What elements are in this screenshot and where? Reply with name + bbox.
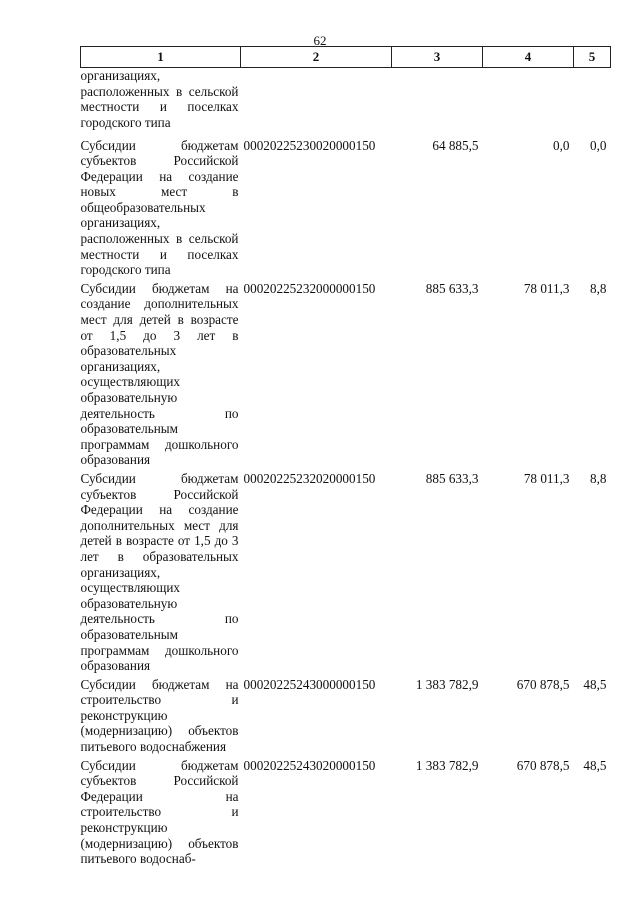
row-code xyxy=(241,68,392,138)
row-description: Субсидии бюджетам субъектов Российской Федерации на создание новых мест в общеобразовательных организациях, расположенных в сельской местности и поселках городского типа xyxy=(80,137,239,278)
column-header-5: 5 xyxy=(574,47,611,68)
table-row xyxy=(81,471,611,677)
table-header-row xyxy=(81,47,611,68)
row-col5: 0,0 xyxy=(590,137,607,153)
row-code: 00020225230020000150 xyxy=(243,137,376,153)
row-col4: 78 011,3 xyxy=(523,470,570,486)
row-description: Субсидии бюджетам на создание дополнительных мест для детей в возрасте от 1,5 до 3 лет в образовательных организациях, осуществляющих образовательную деятельность по образовательным программам дошкольного образования xyxy=(80,280,239,468)
row-col4: 670 878,5 xyxy=(516,757,570,773)
row-col5: 48,5 xyxy=(583,676,607,692)
row-col4: 78 011,3 xyxy=(523,280,570,296)
row-col3 xyxy=(392,68,483,138)
column-header-1: 1 xyxy=(81,47,241,68)
table-row xyxy=(81,281,611,471)
row-col5: 48,5 xyxy=(583,757,607,773)
table-row xyxy=(81,138,611,281)
row-col4: 670 878,5 xyxy=(516,676,570,692)
column-header-4: 4 xyxy=(483,47,574,68)
row-col5: 8,8 xyxy=(590,470,607,486)
row-col4: 0,0 xyxy=(553,137,570,153)
page-number: 62 xyxy=(313,33,327,48)
table-row xyxy=(81,677,611,758)
row-col3: 885 633,3 xyxy=(425,280,479,296)
row-col3: 1 383 782,9 xyxy=(415,676,479,692)
row-description: Субсидии бюджетам на строительство и реконструкцию (модернизацию) объектов питьевого водоснабжения xyxy=(80,676,239,755)
row-code: 00020225243000000150 xyxy=(243,676,376,692)
row-col3: 64 885,5 xyxy=(432,137,479,153)
row-col5: 8,8 xyxy=(590,280,607,296)
row-code: 00020225232000000150 xyxy=(243,280,376,296)
row-code: 00020225243020000150 xyxy=(243,757,376,773)
table-row xyxy=(81,758,611,870)
budget-table xyxy=(80,46,611,870)
row-description: Субсидии бюджетам субъектов Российской Федерации на строительство и реконструкцию (модернизацию) объектов питьевого водоснаб- xyxy=(80,757,239,867)
row-col3: 1 383 782,9 xyxy=(415,757,479,773)
row-col3: 885 633,3 xyxy=(425,470,479,486)
row-description: Субсидии бюджетам субъектов Российской Федерации на создание дополнительных мест для детей в возрасте от 1,5 до 3 лет в образовательных организациях, осуществляющих образовательную деятельность по образовательным программам дошкольного образования xyxy=(80,470,239,674)
table-row xyxy=(81,68,611,138)
column-header-2: 2 xyxy=(241,47,392,68)
column-header-3: 3 xyxy=(392,47,483,68)
row-col5 xyxy=(574,68,611,138)
row-code: 00020225232020000150 xyxy=(243,470,376,486)
row-description: организациях, расположенных в сельской местности и поселках городского типа xyxy=(80,68,239,130)
row-col4 xyxy=(483,68,574,138)
